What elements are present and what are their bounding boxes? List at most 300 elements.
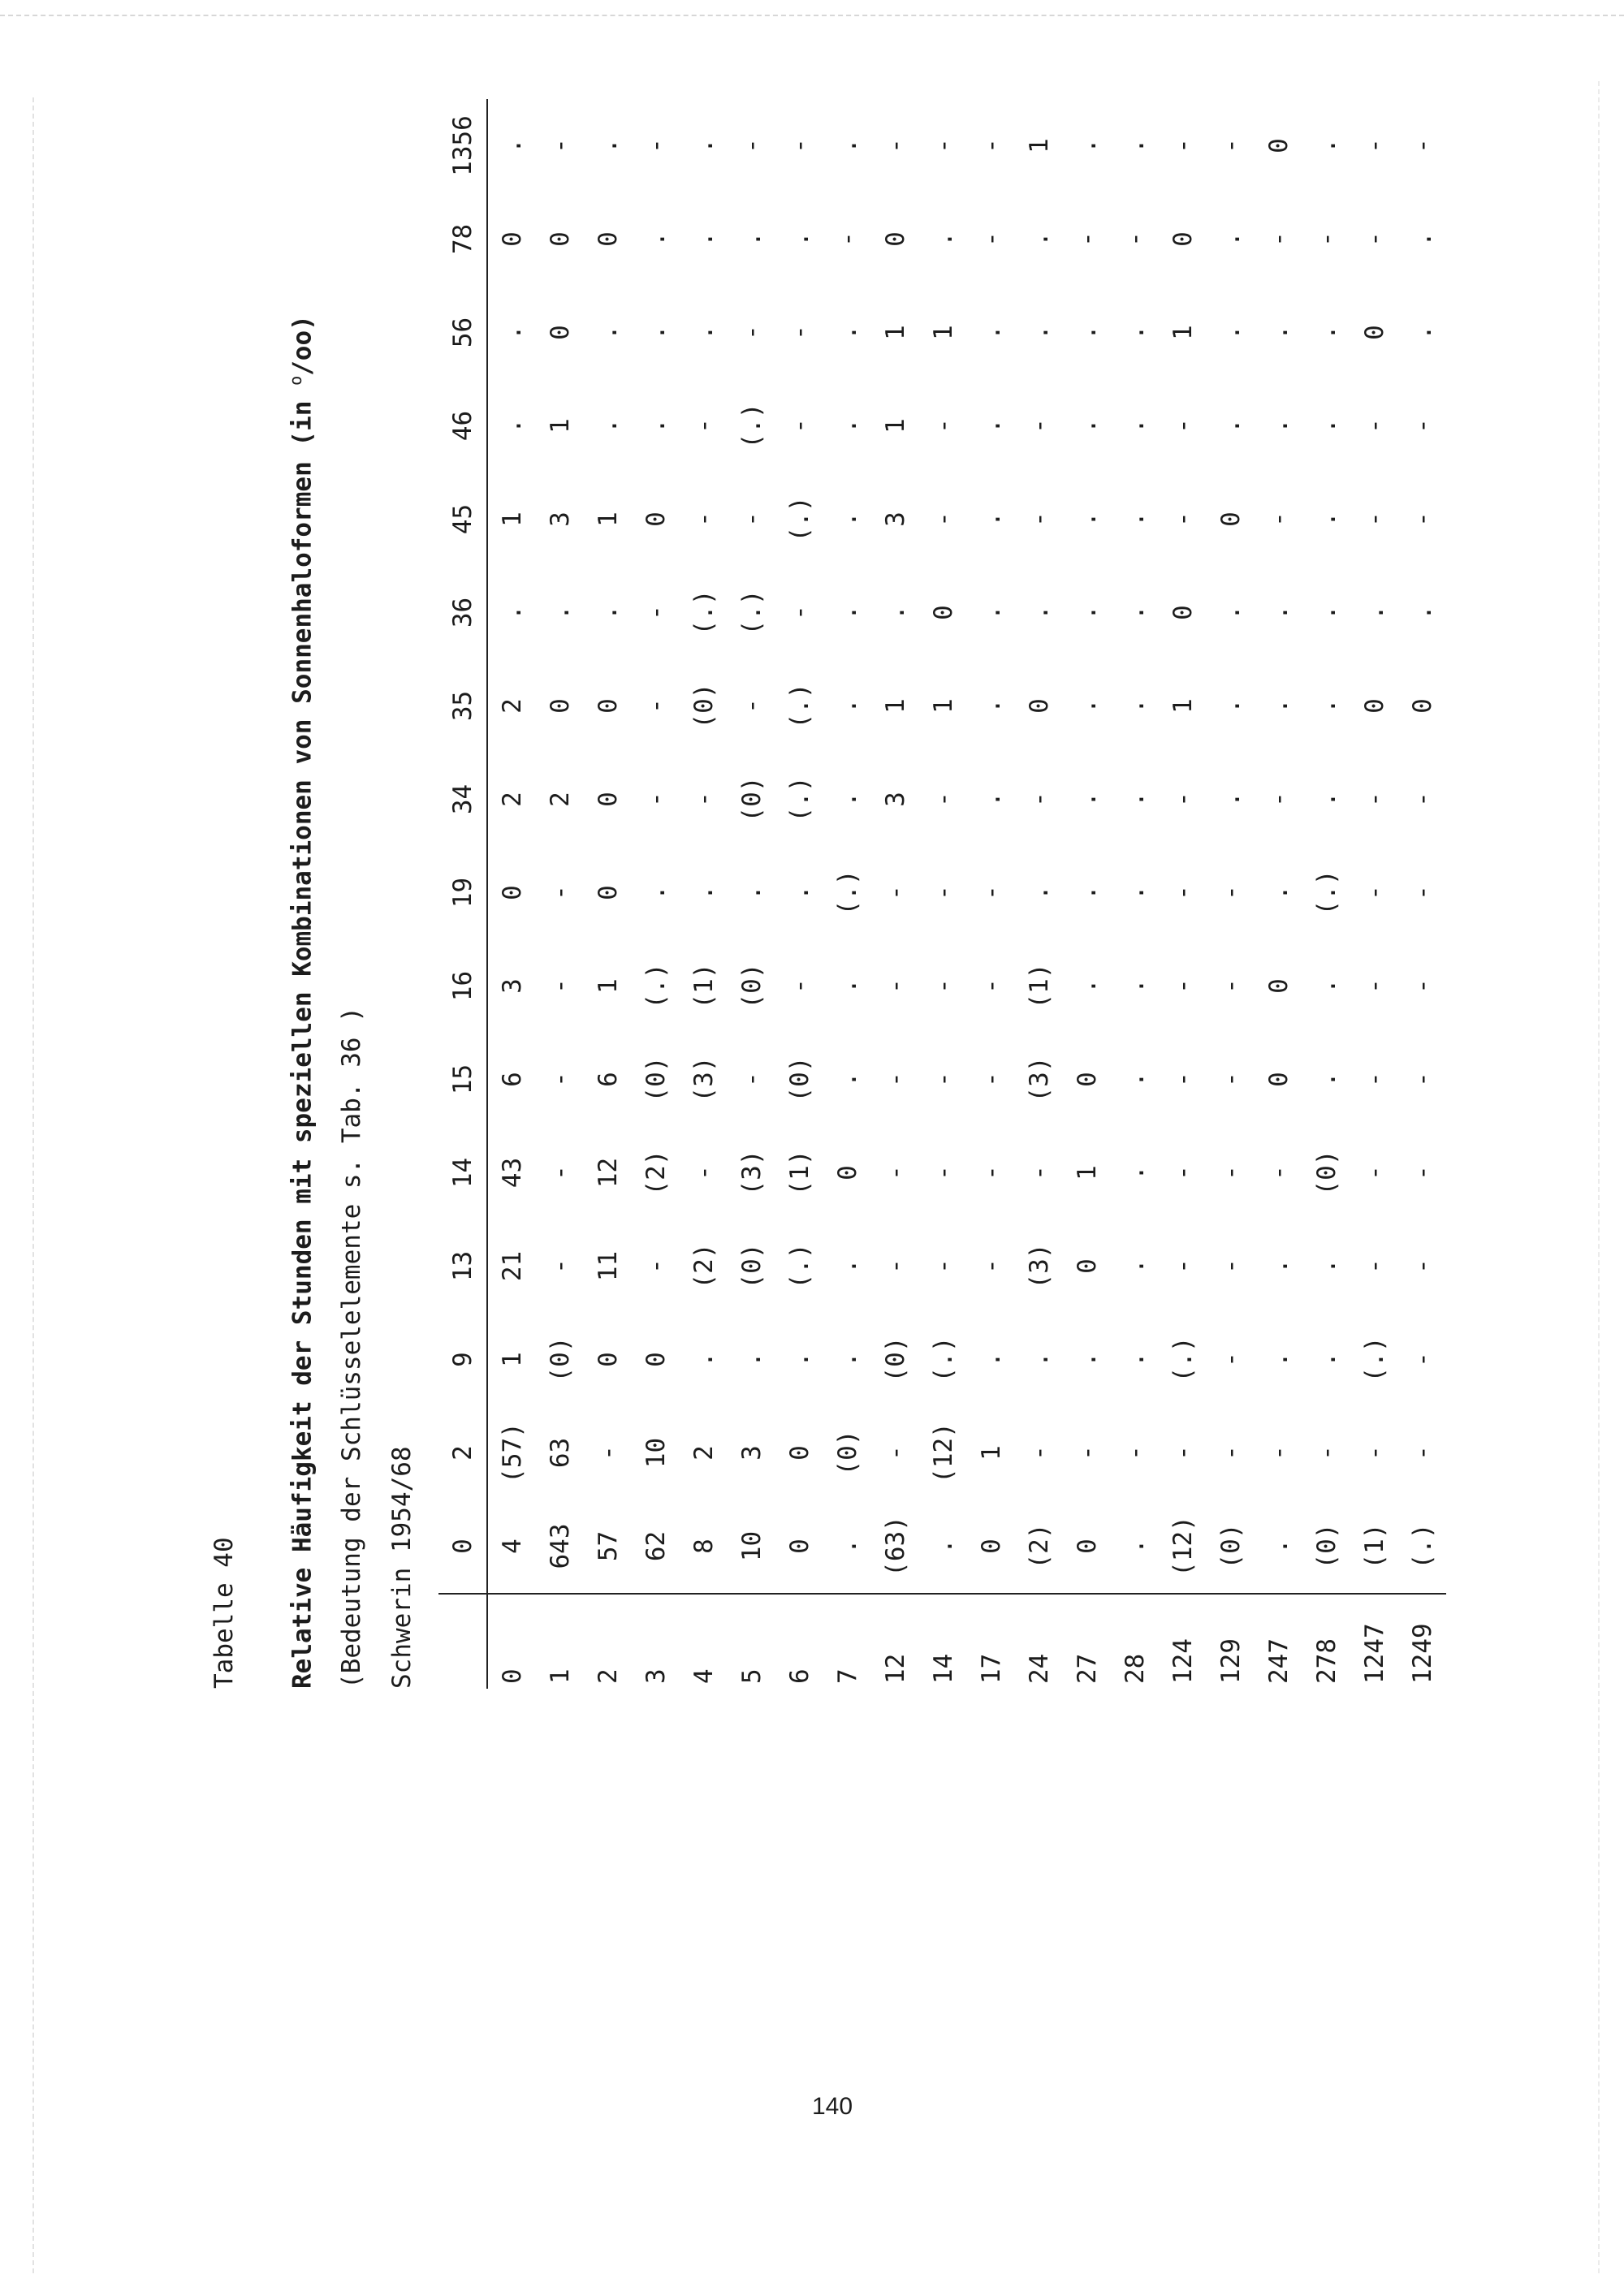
- station-period: Schwerin 1954/68: [387, 1446, 417, 1689]
- table-cell: .: [1072, 1352, 1102, 1367]
- table-cell: .: [497, 325, 527, 340]
- row-header: 1249: [1398, 1594, 1446, 1689]
- table-cell: 0: [880, 231, 910, 247]
- table-cell: 0: [593, 698, 623, 714]
- table-cell: .: [1263, 1352, 1294, 1367]
- table-cell: 2: [497, 698, 527, 714]
- table-cell: .: [832, 1258, 862, 1274]
- table-cell: 0: [593, 885, 623, 900]
- table-cell: .: [832, 978, 862, 994]
- table-cell: 0: [1263, 978, 1294, 994]
- table-cell: -: [545, 885, 575, 900]
- frequency-table: [438, 99, 1446, 1689]
- table-cell: .: [784, 1352, 814, 1367]
- column-header: 14: [438, 1126, 487, 1219]
- table-cell: .: [1120, 1165, 1150, 1180]
- row-header: 28: [1111, 1594, 1159, 1689]
- table-cell: -: [928, 1165, 958, 1180]
- table-cell: .: [1072, 138, 1102, 153]
- row-header: 24: [1015, 1594, 1063, 1689]
- table-cell: .: [976, 698, 1006, 714]
- table-cell: (.): [1168, 1336, 1198, 1383]
- table-cell: -: [736, 1072, 767, 1087]
- table-cell: -: [976, 885, 1006, 900]
- table-cell: -: [1359, 231, 1389, 247]
- column-header: 36: [438, 566, 487, 659]
- table-cell: .: [1407, 605, 1437, 620]
- row-header: 0: [487, 1594, 536, 1689]
- table-cell: -: [641, 605, 671, 620]
- table-cell: (.): [736, 403, 767, 449]
- row-header: 27: [1063, 1594, 1111, 1689]
- table-cell: (3): [1024, 1056, 1054, 1103]
- table-cell: -: [1024, 792, 1054, 807]
- table-cell: .: [1072, 511, 1102, 527]
- table-cell: .: [736, 231, 767, 247]
- table-cell: (3): [736, 1150, 767, 1196]
- table-row: [1302, 99, 1350, 1689]
- table-cell: -: [928, 418, 958, 434]
- table-cell: 0: [641, 1352, 671, 1367]
- table-cell: .: [641, 325, 671, 340]
- table-cell: .: [1120, 698, 1150, 714]
- table-cell: (2): [641, 1150, 671, 1196]
- row-header: 17: [967, 1594, 1015, 1689]
- table-cell: .: [832, 511, 862, 527]
- table-cell: -: [1168, 1445, 1198, 1461]
- table-cell: 0: [1407, 698, 1437, 714]
- table-cell: 63: [545, 1437, 575, 1469]
- row-header: 7: [823, 1594, 871, 1689]
- table-cell: 0: [1072, 1258, 1102, 1274]
- table-cell: (3): [689, 1056, 719, 1103]
- table-cell: 4: [497, 1539, 527, 1554]
- table-cell: .: [784, 885, 814, 900]
- table-row: [775, 99, 823, 1689]
- table-cell: .: [736, 885, 767, 900]
- table-row: [871, 99, 919, 1689]
- table-cell: .: [641, 418, 671, 434]
- table-body: [487, 99, 1446, 1689]
- table-cell: .: [1263, 1258, 1294, 1274]
- table-cell: .: [1263, 605, 1294, 620]
- table-cell: .: [1311, 698, 1341, 714]
- table-cell: .: [1120, 138, 1150, 153]
- table-cell: -: [1168, 978, 1198, 994]
- table-cell: -: [1216, 978, 1246, 994]
- table-cell: -: [832, 231, 862, 247]
- table-cell: 62: [641, 1530, 671, 1562]
- table-cell: 643: [545, 1523, 575, 1569]
- table-cell: -: [1359, 1445, 1389, 1461]
- table-cell: 0: [545, 325, 575, 340]
- table-cell: .: [593, 418, 623, 434]
- table-cell: (0): [736, 963, 767, 1009]
- table-cell: 0: [641, 511, 671, 527]
- table-cell: .: [1216, 605, 1246, 620]
- table-cell: -: [545, 1072, 575, 1087]
- table-cell: (.): [736, 589, 767, 636]
- table-cell: -: [784, 605, 814, 620]
- table-cell: -: [1407, 1445, 1437, 1461]
- table-cell: .: [880, 605, 910, 620]
- table-cell: 0: [593, 792, 623, 807]
- column-header: 56: [438, 286, 487, 379]
- table-row: [680, 99, 728, 1689]
- column-header-row: [438, 99, 487, 1689]
- table-cell: -: [545, 1258, 575, 1274]
- table-cell: 0: [1168, 231, 1198, 247]
- table-cell: -: [1359, 978, 1389, 994]
- table-cell: -: [1263, 792, 1294, 807]
- table-cell: 0: [497, 231, 527, 247]
- table-cell: .: [832, 1072, 862, 1087]
- row-header: 278: [1302, 1594, 1350, 1689]
- table-cell: -: [976, 978, 1006, 994]
- table-cell: .: [1216, 325, 1246, 340]
- table-cell: (12): [928, 1422, 958, 1483]
- column-header: 34: [438, 753, 487, 846]
- table-cell: -: [1407, 138, 1437, 153]
- table-row: [728, 99, 775, 1689]
- table-cell: 1: [1168, 698, 1198, 714]
- table-cell: -: [1168, 138, 1198, 153]
- table-cell: -: [1216, 138, 1246, 153]
- table-cell: .: [832, 418, 862, 434]
- table-cell: 0: [497, 885, 527, 900]
- table-cell: -: [928, 1258, 958, 1274]
- table-cell: -: [1407, 1165, 1437, 1180]
- table-cell: -: [928, 138, 958, 153]
- table-row: [487, 99, 536, 1689]
- table-cell: .: [1263, 698, 1294, 714]
- table-cell: -: [880, 978, 910, 994]
- table-cell: .: [1024, 325, 1054, 340]
- table-cell: (.): [1311, 870, 1341, 916]
- table-cell: 0: [784, 1445, 814, 1461]
- table-cell: .: [497, 605, 527, 620]
- table-cell: .: [1216, 418, 1246, 434]
- rotated-page-content: [195, 0, 1575, 2127]
- table-cell: (0): [736, 776, 767, 822]
- table-cell: 0: [545, 698, 575, 714]
- table-row: [536, 99, 584, 1689]
- table-cell: .: [1263, 325, 1294, 340]
- table-cell: -: [1407, 511, 1437, 527]
- table-cell: (.): [641, 963, 671, 1009]
- table-cell: -: [1216, 1445, 1246, 1461]
- table-cell: (0): [880, 1336, 910, 1383]
- table-cell: .: [1407, 231, 1437, 247]
- table-cell: -: [641, 792, 671, 807]
- column-header: 1356: [438, 99, 487, 192]
- table-cell: -: [1216, 1072, 1246, 1087]
- row-header: 1247: [1350, 1594, 1398, 1689]
- table-cell: 2: [497, 792, 527, 807]
- table-cell: (.): [784, 1243, 814, 1289]
- table-cell: .: [1120, 1072, 1150, 1087]
- table-cell: -: [1168, 418, 1198, 434]
- table-cell: .: [1120, 792, 1150, 807]
- table-cell: -: [928, 978, 958, 994]
- table-cell: .: [689, 231, 719, 247]
- table-row: [1398, 99, 1446, 1689]
- row-header: 2: [584, 1594, 632, 1689]
- table-row: [1111, 99, 1159, 1689]
- table-cell: -: [689, 1165, 719, 1180]
- table-row: [1063, 99, 1111, 1689]
- table-cell: .: [1024, 885, 1054, 900]
- table-cell: .: [497, 418, 527, 434]
- table-cell: .: [1072, 885, 1102, 900]
- table-cell: -: [880, 1165, 910, 1180]
- table-cell: 3: [736, 1445, 767, 1461]
- column-header: 46: [438, 379, 487, 473]
- table-cell: (63): [880, 1516, 910, 1577]
- table-cell: .: [1072, 325, 1102, 340]
- table-cell: 1: [545, 418, 575, 434]
- table-cell: (1): [1024, 963, 1054, 1009]
- row-header: 14: [919, 1594, 967, 1689]
- table-cell: -: [1120, 1445, 1150, 1461]
- table-cell: 3: [545, 511, 575, 527]
- table-cell: .: [976, 511, 1006, 527]
- table-cell: -: [1359, 418, 1389, 434]
- table-cell: .: [1311, 978, 1341, 994]
- table-cell: 1: [1072, 1165, 1102, 1180]
- table-cell: .: [1311, 1352, 1341, 1367]
- table-cell: .: [1311, 325, 1341, 340]
- table-cell: .: [928, 231, 958, 247]
- table-cell: .: [832, 605, 862, 620]
- table-cell: (.): [784, 776, 814, 822]
- table-cell: .: [832, 792, 862, 807]
- table-cell: -: [1216, 1165, 1246, 1180]
- table-cell: -: [1407, 1258, 1437, 1274]
- table-cell: -: [1407, 1072, 1437, 1087]
- table-cell: -: [784, 418, 814, 434]
- table-cell: -: [1168, 511, 1198, 527]
- table-cell: 1: [593, 511, 623, 527]
- table-cell: 12: [593, 1157, 623, 1189]
- table-cell: .: [1072, 698, 1102, 714]
- table-cell: -: [1407, 792, 1437, 807]
- table-cell: -: [641, 1258, 671, 1274]
- table-cell: .: [593, 138, 623, 153]
- table-cell: 1: [880, 698, 910, 714]
- table-cell: 1: [880, 418, 910, 434]
- table-cell: 0: [832, 1165, 862, 1180]
- column-header: 19: [438, 846, 487, 939]
- table-cell: 0: [1359, 325, 1389, 340]
- table-cell: -: [1311, 1445, 1341, 1461]
- table-cell: -: [545, 1165, 575, 1180]
- table-cell: 10: [736, 1530, 767, 1562]
- table-cell: -: [736, 138, 767, 153]
- table-cell: .: [1311, 1072, 1341, 1087]
- table-cell: (0): [736, 1243, 767, 1289]
- table-cell: -: [1168, 1258, 1198, 1274]
- table-cell: (2): [689, 1243, 719, 1289]
- table-cell: -: [1168, 792, 1198, 807]
- table-cell: .: [1024, 1352, 1054, 1367]
- table-cell: -: [1024, 511, 1054, 527]
- table-cell: 6: [593, 1072, 623, 1087]
- table-cell: -: [1120, 231, 1150, 247]
- row-header: 129: [1207, 1594, 1255, 1689]
- table-cell: (57): [497, 1422, 527, 1483]
- table-cell: -: [1263, 231, 1294, 247]
- table-cell: (0): [832, 1430, 862, 1476]
- table-cell: .: [736, 1352, 767, 1367]
- table-cell: -: [1359, 1072, 1389, 1087]
- table-cell: .: [1359, 605, 1389, 620]
- table-cell: 8: [689, 1539, 719, 1554]
- table-cell: .: [689, 325, 719, 340]
- table-cell: -: [1168, 1165, 1198, 1180]
- table-cell: (0): [1311, 1523, 1341, 1569]
- row-header: 3: [632, 1594, 680, 1689]
- table-cell: 11: [593, 1250, 623, 1282]
- table-cell: 0: [1359, 698, 1389, 714]
- table-cell: (0): [641, 1056, 671, 1103]
- table-cell: .: [976, 418, 1006, 434]
- table-cell: 0: [593, 1352, 623, 1367]
- table-cell: (3): [1024, 1243, 1054, 1289]
- table-cell: -: [1072, 231, 1102, 247]
- table-cell: -: [689, 792, 719, 807]
- table-cell: .: [832, 1539, 862, 1554]
- table-header: [438, 99, 487, 1689]
- row-header: 6: [775, 1594, 823, 1689]
- table-cell: -: [880, 1072, 910, 1087]
- table-cell: .: [976, 605, 1006, 620]
- table-cell: (0): [689, 683, 719, 729]
- table-cell: .: [1216, 792, 1246, 807]
- table-cell: -: [593, 1445, 623, 1461]
- table-cell: -: [1359, 1258, 1389, 1274]
- table-cell: -: [976, 1165, 1006, 1180]
- table-cell: .: [784, 231, 814, 247]
- table-cell: -: [1407, 978, 1437, 994]
- column-header: 35: [438, 659, 487, 753]
- row-header: 12: [871, 1594, 919, 1689]
- table-cell: .: [1311, 605, 1341, 620]
- table-cell: -: [1216, 885, 1246, 900]
- table-cell: 1: [880, 325, 910, 340]
- table-cell: (0): [545, 1336, 575, 1383]
- table-cell: -: [880, 885, 910, 900]
- table-cell: 6: [497, 1072, 527, 1087]
- table-cell: .: [1120, 325, 1150, 340]
- table-cell: 0: [976, 1539, 1006, 1554]
- table-cell: 3: [880, 792, 910, 807]
- table-cell: 1: [928, 698, 958, 714]
- table-cell: .: [593, 325, 623, 340]
- table-cell: (0): [1311, 1150, 1341, 1196]
- table-cell: .: [832, 698, 862, 714]
- table-cell: .: [1120, 978, 1150, 994]
- table-cell: 2: [545, 792, 575, 807]
- table-cell: .: [1072, 792, 1102, 807]
- table-cell: .: [1216, 698, 1246, 714]
- table-cell: .: [976, 1352, 1006, 1367]
- table-cell: (1): [1359, 1523, 1389, 1569]
- heading-unit-superscript: o: [286, 375, 305, 386]
- table-row: [584, 99, 632, 1689]
- table-row: [1207, 99, 1255, 1689]
- table-cell: -: [1024, 1165, 1054, 1180]
- row-header: 5: [728, 1594, 775, 1689]
- table-cell: .: [1263, 418, 1294, 434]
- table-cell: -: [1407, 1352, 1437, 1367]
- table-cell: 0: [1216, 511, 1246, 527]
- table-cell: 1: [1024, 138, 1054, 153]
- table-cell: .: [545, 605, 575, 620]
- table-cell: -: [928, 792, 958, 807]
- table-cell: -: [880, 1258, 910, 1274]
- table-cell: -: [689, 511, 719, 527]
- table-cell: .: [641, 885, 671, 900]
- table-cell: -: [736, 511, 767, 527]
- table-cell: -: [976, 1258, 1006, 1274]
- table-cell: .: [1120, 1258, 1150, 1274]
- table-cell: .: [641, 231, 671, 247]
- table-cell: .: [832, 138, 862, 153]
- table-cell: -: [1024, 418, 1054, 434]
- table-cell: 0: [545, 231, 575, 247]
- table-cell: -: [736, 698, 767, 714]
- heading-unit: /oo): [287, 315, 317, 376]
- table-cell: -: [880, 138, 910, 153]
- table-cell: .: [928, 1539, 958, 1554]
- table-cell: 0: [1263, 138, 1294, 153]
- table-cell: 3: [880, 511, 910, 527]
- table-cell: .: [1072, 978, 1102, 994]
- table-cell: -: [1359, 792, 1389, 807]
- table-cell: .: [1024, 605, 1054, 620]
- table-cell: -: [976, 231, 1006, 247]
- table-cell: 1: [593, 978, 623, 994]
- table-cell: 0: [593, 231, 623, 247]
- column-header: 45: [438, 473, 487, 566]
- table-cell: -: [1359, 885, 1389, 900]
- row-header: 4: [680, 1594, 728, 1689]
- table-row: [1255, 99, 1302, 1689]
- table-cell: .: [1311, 511, 1341, 527]
- table-cell: .: [832, 1352, 862, 1367]
- table-cell: -: [1168, 1072, 1198, 1087]
- table-cell: -: [545, 978, 575, 994]
- table-cell: .: [976, 325, 1006, 340]
- table-heading: [286, 315, 317, 1689]
- table-cell: -: [1359, 511, 1389, 527]
- table-cell: (12): [1168, 1516, 1198, 1577]
- table-cell: -: [1407, 418, 1437, 434]
- table-cell: 0: [1168, 605, 1198, 620]
- table-cell: .: [689, 138, 719, 153]
- table-row: [1015, 99, 1063, 1689]
- table-cell: 57: [593, 1530, 623, 1562]
- scan-edge-left: [32, 97, 34, 2273]
- table-cell: 0: [1263, 1072, 1294, 1087]
- table-row: [823, 99, 871, 1689]
- table-cell: .: [1311, 138, 1341, 153]
- table-cell: .: [1024, 231, 1054, 247]
- table-cell: (0): [1216, 1523, 1246, 1569]
- row-header: 247: [1255, 1594, 1302, 1689]
- table-cell: .: [1120, 511, 1150, 527]
